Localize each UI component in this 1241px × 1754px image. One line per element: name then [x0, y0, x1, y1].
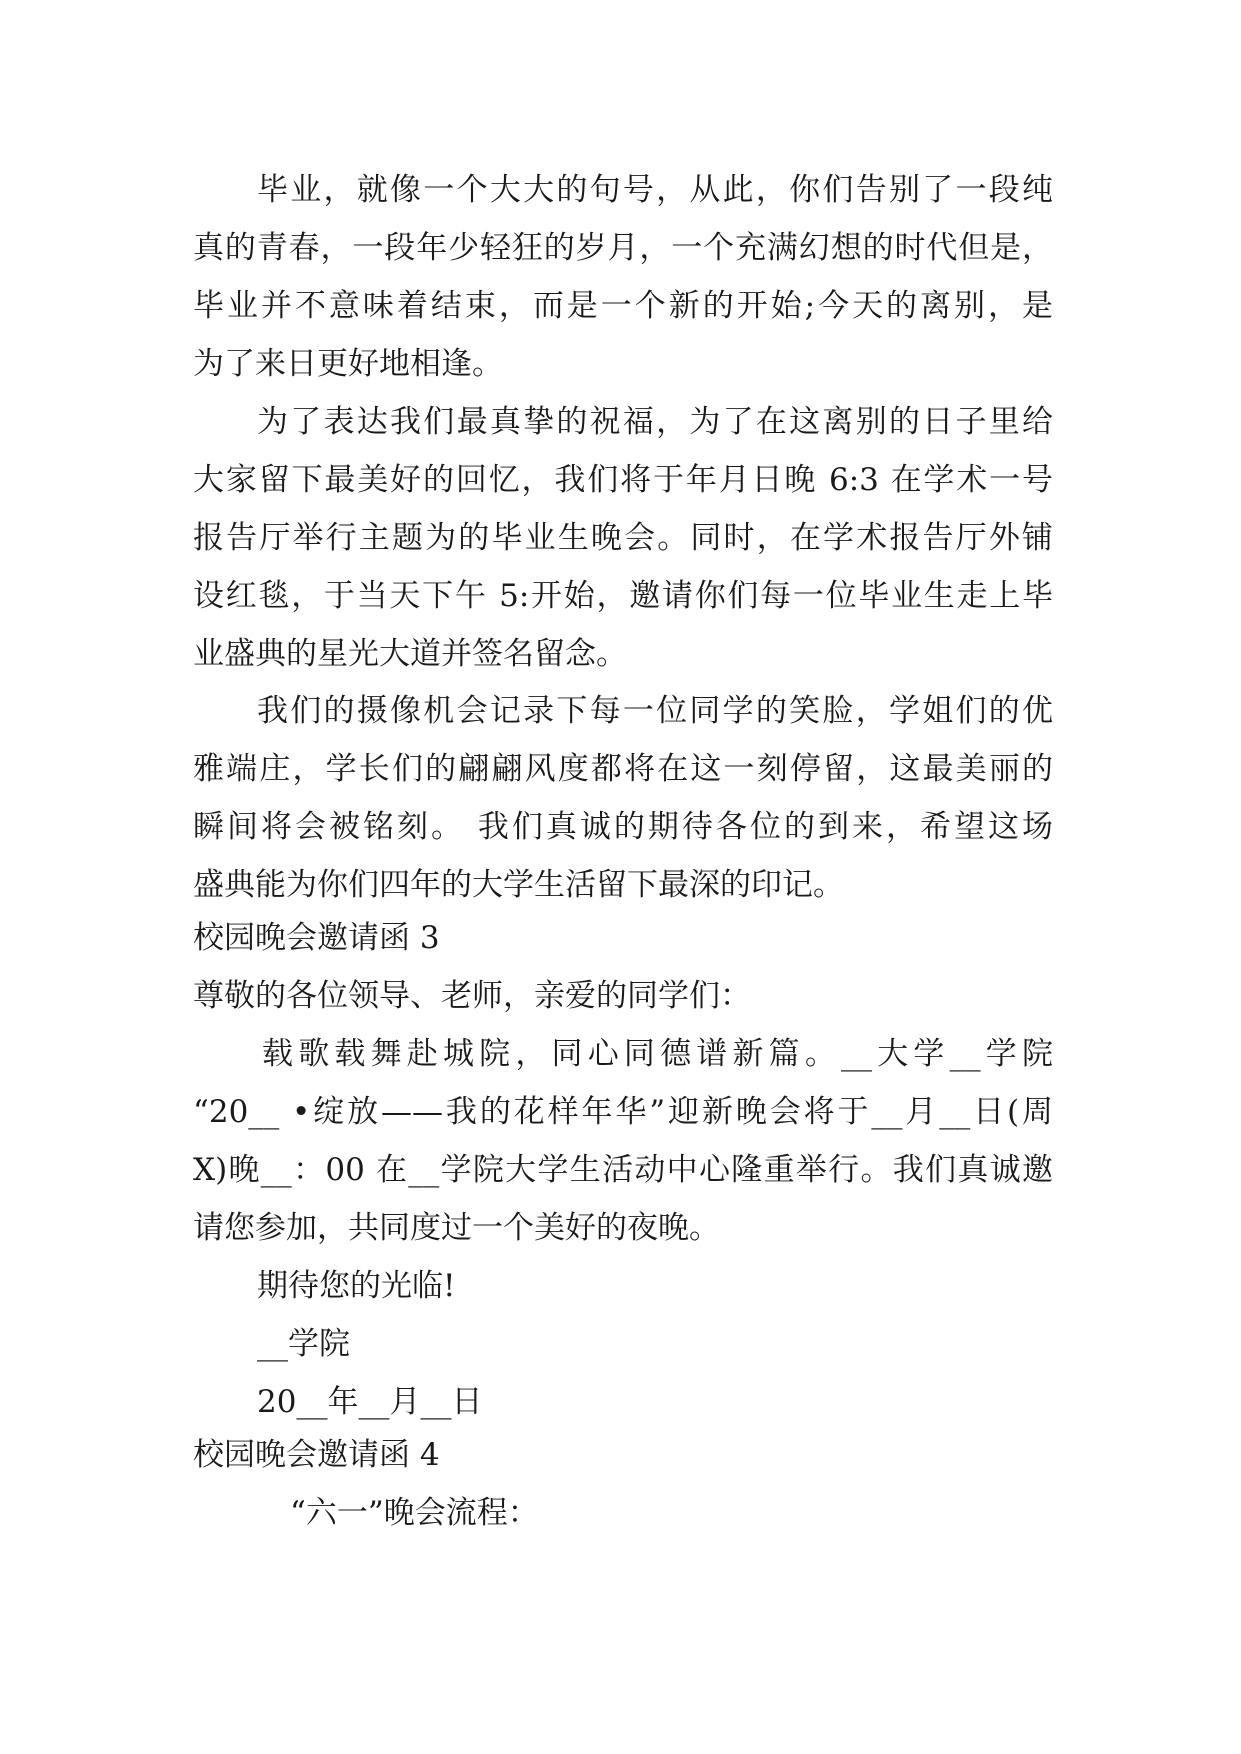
paragraph-1-line-1: 毕业，就像一个大大的句号，从此，你们告别了一段纯: [257, 172, 1053, 208]
paragraph-1-line-2: 真的青春，一段年少轻狂的岁月，一个充满幻想的时代但是，: [193, 230, 1053, 266]
paragraph-4-line-2: “20__ •绽放——我的花样年华”迎新晚会将于__月__日(周: [193, 1094, 1053, 1130]
paragraph-2-line-3: 报告厅举行主题为的毕业生晚会。同时，在学术报告厅外铺: [193, 520, 1053, 556]
salutation: 尊敬的各位领导、老师，亲爱的同学们：: [193, 978, 751, 1014]
paragraph-3-line-1: 我们的摄像机会记录下每一位同学的笑脸，学姐们的优: [257, 693, 1053, 729]
paragraph-2-line-5: 业盛典的星光大道并签名留念。: [193, 636, 627, 672]
paragraph-1-line-3: 毕业并不意味着结束，而是一个新的开始;今天的离别，是: [193, 288, 1053, 324]
signature-date: 20__年__月__日: [257, 1384, 483, 1420]
paragraph-2-line-2: 大家留下最美好的回忆，我们将于年月日晚 6:3 在学术一号: [193, 462, 1053, 498]
paragraph-3-line-4: 盛典能为你们四年的大学生活留下最深的印记。: [193, 867, 844, 903]
paragraph-2-line-1: 为了表达我们最真挚的祝福，为了在这离别的日子里给: [257, 404, 1053, 440]
section-heading-3: 校园晚会邀请函 3: [193, 920, 440, 956]
paragraph-4-line-4: 请您参加，共同度过一个美好的夜晚。: [193, 1210, 720, 1246]
closing-line: 期待您的光临!: [257, 1268, 456, 1304]
paragraph-3-line-3: 瞬间将会被铭刻。 我们真诚的期待各位的到来，希望这场: [193, 809, 1053, 845]
section-heading-4: 校园晚会邀请函 4: [193, 1437, 440, 1473]
paragraph-2-line-4: 设红毯，于当天下午 5:开始，邀请你们每一位毕业生走上毕: [193, 578, 1053, 614]
paragraph-4-line-3: X)晚__：00 在__学院大学生活动中心隆重举行。我们真诚邀: [193, 1152, 1053, 1188]
paragraph-3-line-2: 雅端庄，学长们的翩翩风度都将在这一刻停留，这最美丽的: [193, 751, 1053, 787]
program-heading: “六一”晚会流程：: [290, 1495, 539, 1531]
paragraph-4-line-1: 载歌载舞赴城院，同心同德谱新篇。__大学__学院: [262, 1036, 1053, 1072]
signature-college: __学院: [257, 1326, 350, 1362]
paragraph-1-line-4: 为了来日更好地相逢。: [193, 346, 503, 382]
